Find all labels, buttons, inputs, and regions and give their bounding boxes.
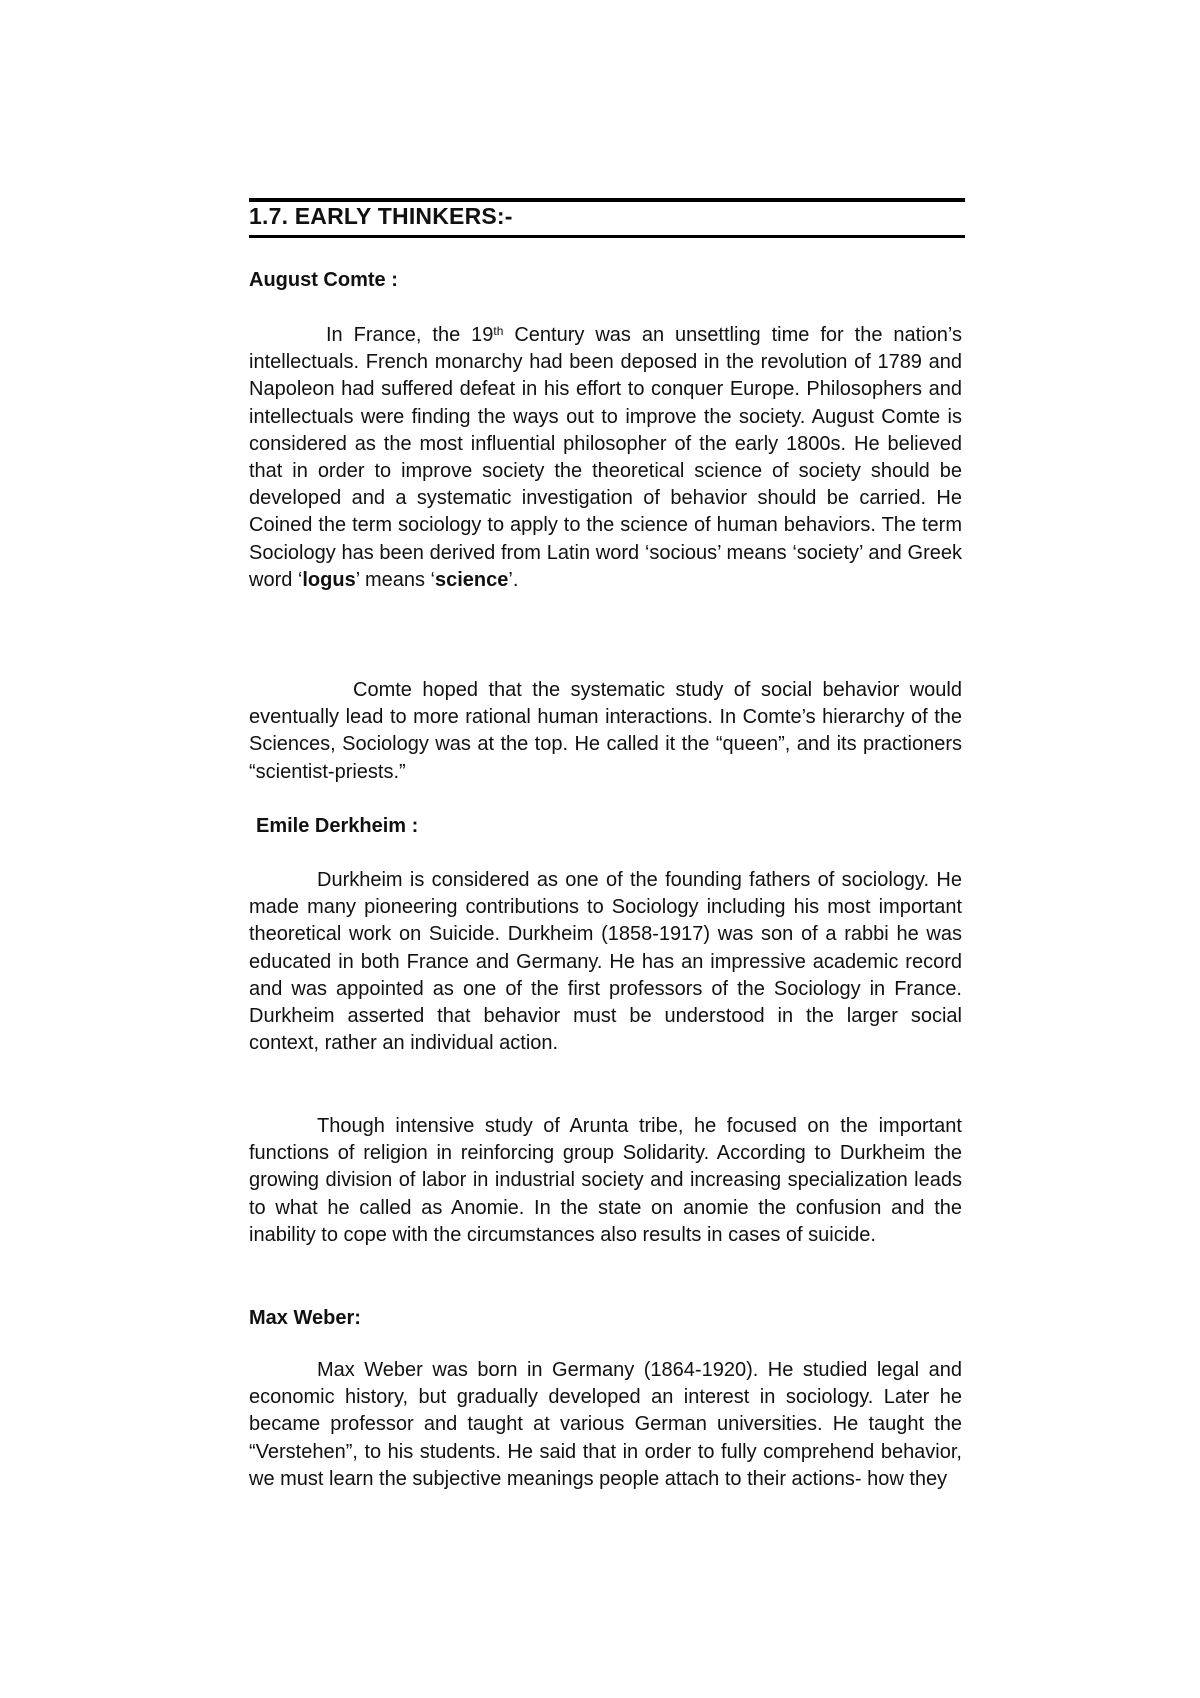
comte-p1-body: Century was an unsettling time for the nation’s intellectuals. French monarchy had been deposed in the revolution of 1789 and Napoleon had suffered defeat in his effort to conquer Europe. Philosophers and intellectuals were finding the ways out to improve the society. August Comte is considered as the most influential philosopher of the early 1800s. He believed that in order to improve society the theoretical science of society should be developed and a systematic investigation of behavior should be carried. He Coined the term sociology to apply to the science of human behaviors. The term Sociology has been derived from Latin word ‘socious’ means ‘society’ and Greek word ‘ <box>249 324 962 591</box>
durkheim-paragraph-1: Durkheim is considered as one of the founding fathers of sociology. He made many pioneering contributions to Sociology including his most important theoretical work on Suicide. Durkheim (1858-1917) was son of a rabbi he was educated in both France and Germany. He has an impressive academic record and was appointed as one of the first professors of the Sociology in France. Durkheim asserted that behavior must be understood in the larger social context, rather an individual action. <box>249 869 962 1055</box>
comte-paragraph-2: Comte hoped that the systematic study of social behavior would eventually lead to more rational human interactions. In Comte’s hierarchy of the Sciences, Sociology was at the top. He called it the “queen”, and its practioners “scientist-priests.” <box>249 679 962 783</box>
bottom-rule <box>249 235 965 238</box>
weber-heading: Max Weber: <box>249 1307 361 1329</box>
weber-paragraph-1: Max Weber was born in Germany (1864-1920). He studied legal and economic history, but gradually developed an interest in sociology. Later he became professor and taught at various German universities. He taught the “Verstehen”, to his students. He said that in order to fully comprehend behavior, we must learn the subjective meanings people attach to their actions- how they <box>249 1359 962 1490</box>
durkheim-paragraph-2: Though intensive study of Arunta tribe, he focused on the important functions of religion in reinforcing group Solidarity. According to Durkheim the growing division of labor in industrial society and increasing specialization leads to what he called as Anomie. In the state on anomie the confusion and the inability to cope with the circumstances also results in cases of suicide. <box>249 1115 962 1246</box>
comte-paragraph-1 <box>249 322 962 594</box>
durkheim-heading: Emile Derkheim : <box>256 815 419 837</box>
comte-heading: August Comte : <box>249 269 398 291</box>
comte-p1-bold-science: science <box>435 568 509 591</box>
comte-p1-lead: In France, the 19 <box>326 324 494 346</box>
section-title: 1.7. EARLY THINKERS:- <box>249 203 513 229</box>
comte-p1-bold-logus: logus <box>302 568 356 591</box>
comte-p1-mid: ’ means ‘ <box>355 568 435 591</box>
comte-p1-superscript: th <box>493 324 504 338</box>
comte-p1-end: ’. <box>508 568 519 591</box>
top-rule <box>249 198 965 202</box>
